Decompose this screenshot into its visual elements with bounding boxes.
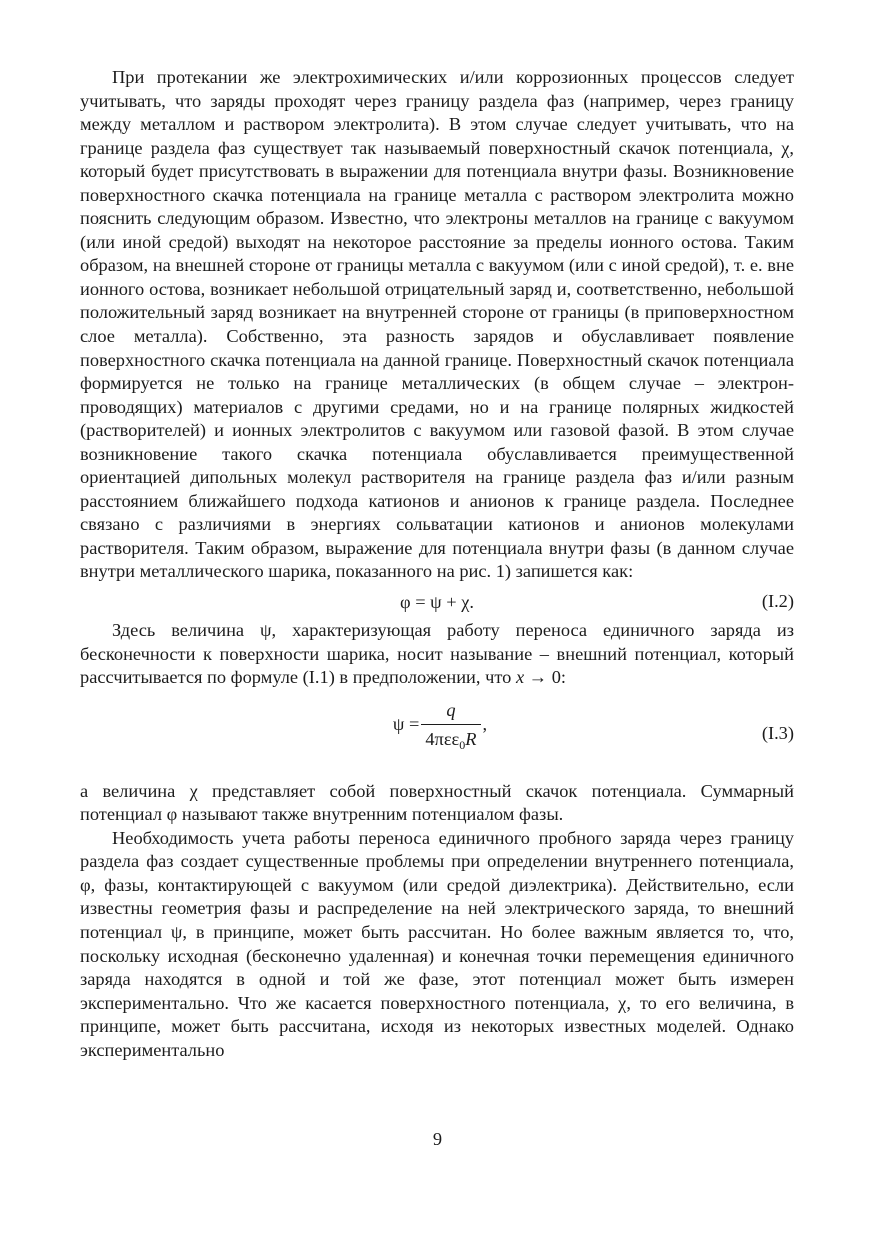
equation-i3-expression: [393, 698, 487, 753]
denominator-main: 4πεε: [425, 728, 460, 749]
equation-i3-tail: ,: [482, 714, 488, 735]
equation-i2: [80, 584, 794, 619]
paragraph-outer-potential-text: Здесь величина ψ, характеризующая работу переноса единичного заряда из бесконечности к поверхности шарика, носит называние – внешний потенциал, который рассчитывается по формуле (I.1) в предположении, что: [80, 620, 794, 688]
equation-i2-number: (I.2): [761, 591, 794, 612]
paragraph-measurement-problem: Необходимость учета работы переноса единичного пробного заряда через границу раздела фаз создает существенные проблемы при определении внутреннего потенциала, φ, фазы, контактирующей с вакуумом (или средой диэлектрика). Действительно, если известны геометрия фазы и распределение на ней электрического заряда, то внешний потенциал ψ, в принципе, может быть рассчитан. Но более важным является то, что, поскольку исходная (бесконечно удаленная) и конечная точки перемещения единичного заряда находятся в одной и той же фазе, этот потенциал может быть измерен экспериментально. Что же касается поверхностного потенциала, χ, то его величина, в принципе, может быть рассчитана, исходя из некоторых известных моделей. Однако экспериментально: [80, 827, 794, 1060]
paragraph-surface-jump: а величина χ представляет собой поверхностный скачок потенциала. Суммарный потенциал φ называют также внутренним потенциалом фазы.: [80, 780, 794, 825]
paragraph-outer-potential: [80, 619, 794, 690]
document-page: [80, 66, 794, 1062]
paragraph-surface-potential: При протекании же электрохимических и/или коррозионных процессов следует учитывать, что заряды проходят через границу раздела фаз (например, через границу между металлом и раствором электролита). В этом случае следует учитывать, что на границе раздела фаз существует так называемый поверхностный скачок потенциала, χ, который будет присутствовать в выражении для потенциала внутри фазы. Возникновение поверхностного скачка потенциала на границе металла с раствором электролита можно пояснить следующим образом. Известно, что электроны металлов на границе с вакуумом (или иной средой) выходят на некоторое расстояние за пределы ионного остова. Таким образом, на внешней стороне от границы металла с вакуумом (или с иной средой), т. е. вне ионного остова, возникает небольшой отрицательный заряд и, соответственно, небольшой положительный заряд возникает на внутренней стороне от границы (в приповерхностном слое металла). Собственно, эта разность зарядов и обуславливает появление поверхностного скачка потенциала на данной границе. Поверхностный скачок потенциала формируется не только на границе металлических (в общем случае – электрон-проводящих) материалов с другими средами, но и на границе полярных жидкостей (растворителей) и ионных электролитов с вакуумом или газовой фазой. В этом случае возникновение такого скачка потенциала обуславливается преимущественной ориентацией дипольных молекул растворителя на границе раздела фаз и/или разным расстоянием ближайшего подхода катионов и анионов к границе раздела. Последнее связано с различиями в энергиях сольватации катионов и анионов молекулами растворителя. Таким образом, выражение для потенциала внутри фазы (в данном случае внутри металлического шарика, показанного на рис. 1) запишется как:: [80, 67, 794, 582]
denominator-subscript: 0: [459, 737, 466, 752]
page-number: 9: [432, 1129, 443, 1149]
equation-i2-expression: φ = ψ + χ.: [399, 592, 475, 613]
variable-x: x: [515, 667, 525, 688]
limit-arrow-text: → 0:: [524, 667, 567, 688]
equation-i3-lhs: ψ =: [392, 714, 420, 735]
equation-i3: [80, 698, 794, 780]
equation-i3-fraction: [421, 698, 480, 753]
equation-i3-number: (I.3): [761, 722, 794, 743]
fraction-denominator: [421, 724, 480, 753]
fraction-numerator: q: [446, 699, 456, 720]
denominator-radius: R: [465, 728, 477, 749]
